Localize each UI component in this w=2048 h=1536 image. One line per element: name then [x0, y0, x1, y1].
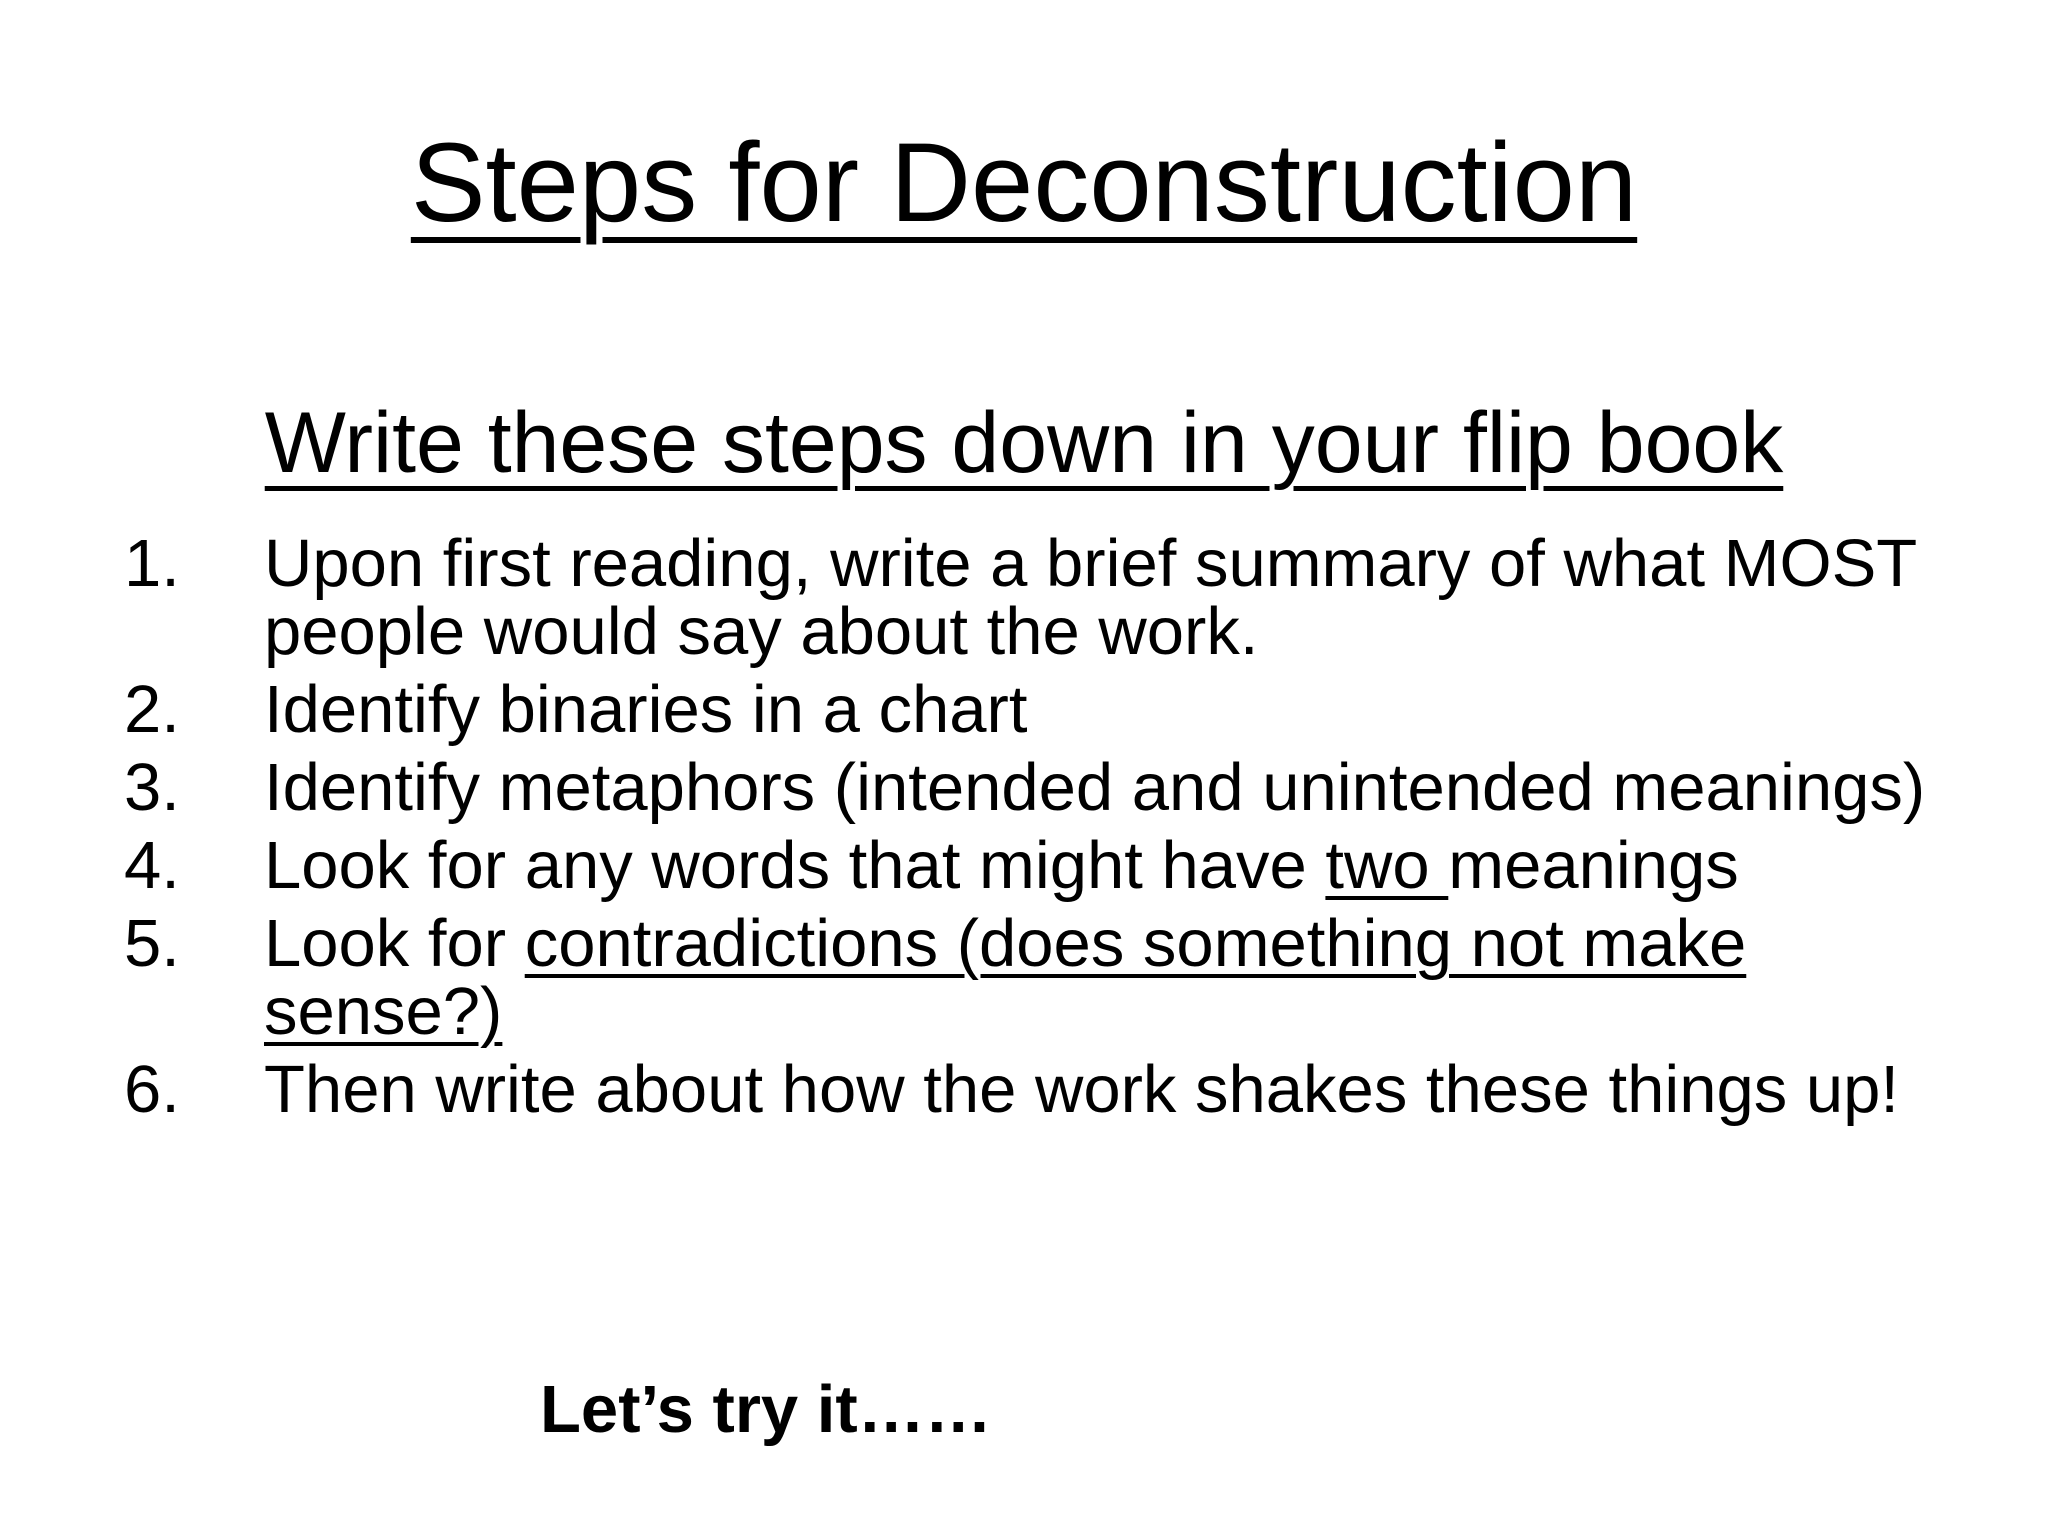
step-item — [124, 526, 1944, 669]
step-text — [264, 906, 1746, 1049]
step-text-part: Look for any words that might have — [264, 828, 1326, 903]
step-text-underlined: two — [1325, 828, 1449, 903]
step-number: 6. — [124, 1052, 180, 1127]
closing-prompt: Let’s try it…… — [540, 1372, 992, 1447]
step-text-underlined: contradictions (does something not make sense?) — [264, 906, 1747, 1049]
step-text: Upon first reading, write a brief summary of what MOST people would say about the work. — [264, 526, 1917, 669]
step-number: 5. — [124, 906, 180, 981]
step-text: Identify binaries in a chart — [264, 672, 1028, 747]
step-text: Identify metaphors (intended and unintended meanings) — [264, 750, 1926, 825]
step-number: 3. — [124, 750, 180, 825]
step-text-part: Look for — [264, 906, 525, 981]
step-text: Then write about how the work shakes these things up! — [264, 1052, 1899, 1127]
slide-title: Steps for Deconstruction — [410, 120, 1638, 245]
step-text-part: meanings — [1448, 828, 1739, 903]
slide-subtitle: Write these steps down in your flip book — [264, 395, 1784, 491]
step-item — [124, 828, 1944, 903]
step-item — [124, 906, 1944, 1049]
step-text — [264, 828, 1739, 903]
steps-list — [124, 526, 1944, 1134]
step-item — [124, 672, 1944, 747]
step-number: 4. — [124, 828, 180, 903]
step-item — [124, 1052, 1944, 1127]
step-item — [124, 750, 1944, 825]
step-number: 1. — [124, 526, 180, 601]
step-number: 2. — [124, 672, 180, 747]
